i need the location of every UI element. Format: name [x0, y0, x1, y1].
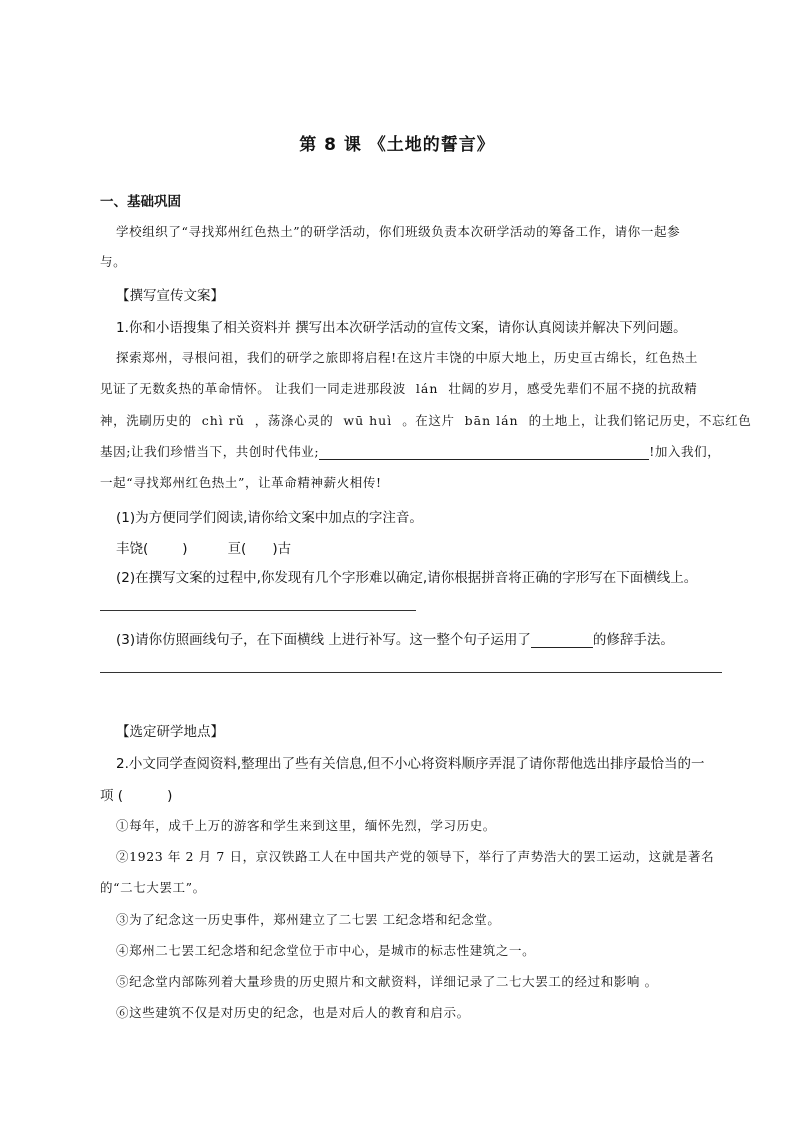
- question-text: 项 (: [100, 788, 124, 804]
- pinyin-lan: lán: [415, 381, 439, 396]
- passage-text: 神，洗刷历史的: [100, 413, 192, 428]
- passage-text: 基因;让我们珍惜当下，共创时代伟业;: [100, 444, 320, 459]
- question-text: (3)请你仿照画线句子，在下面横线 上进行补写。这一整个句子运用了: [116, 632, 531, 648]
- pinyin-answer-row: [116, 537, 291, 557]
- passage-text: ，荡涤心灵的: [254, 413, 334, 428]
- question-text: ): [167, 788, 173, 804]
- sub-heading-location: 【选定研学地点】: [116, 724, 224, 740]
- imitation-blank[interactable]: [319, 445, 649, 460]
- question-1-2: (2)在撰写文案的过程中,你发现有几个字形难以确定,请你根据拼音将正确的字形写在下面横线上。: [116, 570, 698, 586]
- intro-line-1: 学校组织了“寻找郑州红色热土”的研学活动，你们班级负责本次研学活动的筹备工作，请你一起参: [116, 224, 681, 239]
- question-1-stem: 1.你和小语搜集了相关资料并 撰写出本次研学活动的宣传文案，请你认真阅读并解决下列问题。: [116, 320, 687, 336]
- list-item: ①每年，成千上万的游客和学生来到这里，缅怀先烈，学习历史。: [116, 818, 496, 833]
- question-1-1: (1)为方便同学们阅读,请你给文案中加点的字注音。: [116, 510, 423, 526]
- item-label: 丰饶(: [116, 541, 149, 557]
- list-item: ⑤纪念堂内部陈列着大量珍贵的历史照片和文献资料，详细记录了二七大罢工的经过和影响 。: [116, 974, 658, 989]
- pinyin-chiru: chì rǔ: [201, 413, 245, 428]
- pinyin-banlan: bān lán: [464, 413, 519, 428]
- passage-line-3: [100, 411, 751, 429]
- question-2-stem-2: [100, 784, 172, 804]
- question-1-3: [116, 628, 674, 648]
- item-label: ): [182, 541, 188, 557]
- section-heading-basics: 一、基础巩固: [100, 194, 181, 210]
- passage-text: !加入我们，: [649, 444, 721, 459]
- answer-line-1-3[interactable]: [100, 672, 722, 673]
- item-label: 亘(: [227, 541, 247, 557]
- passage-text: 壮阔的岁月，感受先辈们不屈不挠的抗敌精: [448, 381, 698, 396]
- question-text: 的修辞手法。: [592, 632, 674, 648]
- passage-text: 。在这片: [402, 413, 455, 428]
- passage-line-1: 探索郑州，寻根问祖，我们的研学之旅即将启程!在这片丰饶的中原大地上，历史亘古绵长，红色热土: [116, 350, 699, 365]
- list-item: ②1923 年 2 月 7 日，京汉铁路工人在中国共产党的领导下，举行了声势浩大的罢工运动，这就是著名: [116, 849, 715, 864]
- answer-line-1-2[interactable]: [100, 610, 416, 611]
- list-item: ⑥这些建筑不仅是对历史的纪念，也是对后人的教育和启示。: [116, 1005, 470, 1020]
- page-title: 第 8 课 《土地的誓言》: [299, 135, 495, 155]
- item-label: )古: [272, 541, 292, 557]
- passage-text: 的土地上，让我们铭记历史，不忘红色: [528, 413, 752, 428]
- passage-text: 见证了无数炙热的革命情怀。 让我们一同走进那段波: [100, 381, 406, 396]
- list-item: ④郑州二七罢工纪念塔和纪念堂位于市中心，是城市的标志性建筑之一。: [116, 943, 536, 958]
- passage-line-4: [100, 442, 720, 460]
- pinyin-wuhui: wū huì: [343, 413, 393, 428]
- sub-heading-copywriting: 【撰写宣传文案】: [116, 288, 224, 304]
- intro-line-2: 与。: [100, 254, 127, 269]
- question-2-stem-1: 2.小文同学查阅资料,整理出了些有关信息,但不小心将资料顺序弄混了请你帮他选出排序最恰当的一: [116, 756, 705, 772]
- passage-line-2: [100, 379, 697, 397]
- passage-line-5: 一起“寻找郑州红色热土”，让革命精神薪火相传!: [100, 475, 382, 490]
- list-item: ③为了纪念这一历史事件，郑州建立了二七罢 工纪念塔和纪念堂。: [116, 912, 501, 927]
- rhetoric-blank[interactable]: [531, 633, 593, 648]
- list-item-cont: 的“二七大罢工”。: [100, 880, 206, 895]
